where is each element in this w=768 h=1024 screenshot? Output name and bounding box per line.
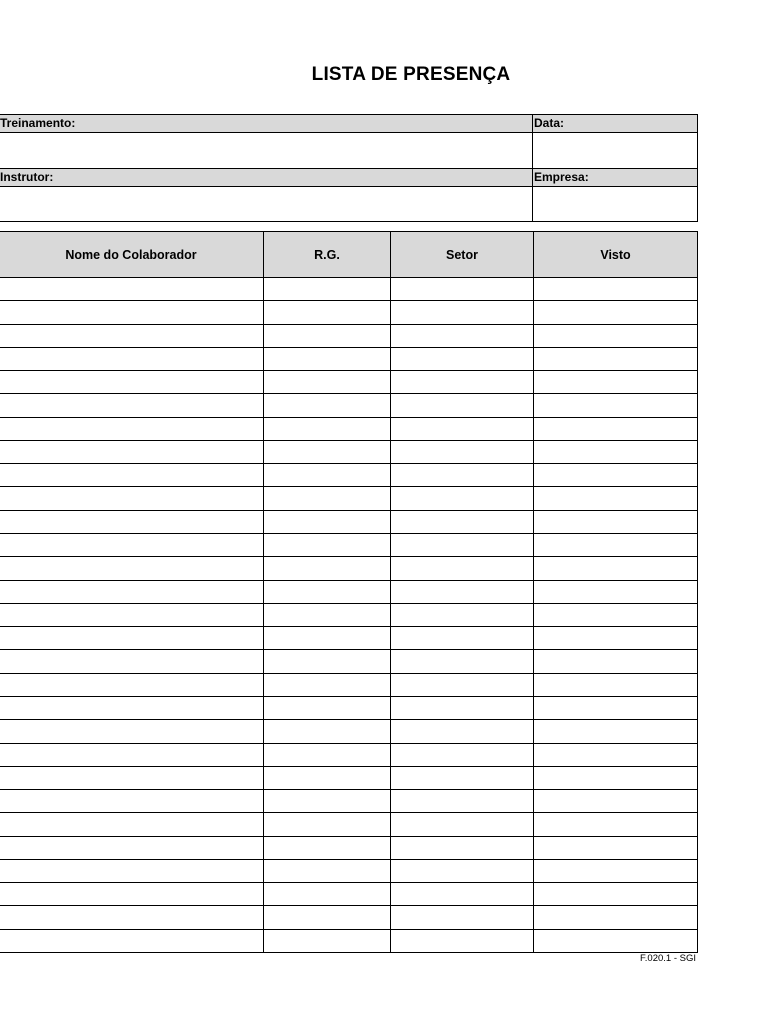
cell-nome[interactable] <box>0 463 264 487</box>
cell-nome[interactable] <box>0 300 264 325</box>
cell-rg[interactable] <box>263 789 391 813</box>
cell-visto[interactable] <box>533 743 698 767</box>
cell-visto[interactable] <box>533 929 698 953</box>
cell-rg[interactable] <box>263 417 391 441</box>
treinamento-label: Treinamento: <box>0 114 533 133</box>
cell-setor[interactable] <box>390 324 534 348</box>
cell-setor[interactable] <box>390 277 534 301</box>
cell-nome[interactable] <box>0 603 264 627</box>
cell-setor[interactable] <box>390 766 534 790</box>
document-title: LISTA DE PRESENÇA <box>311 64 511 85</box>
cell-visto[interactable] <box>533 277 698 301</box>
empresa-label: Empresa: <box>532 168 698 187</box>
cell-rg[interactable] <box>263 673 391 697</box>
cell-setor[interactable] <box>390 905 534 930</box>
cell-visto[interactable] <box>533 649 698 674</box>
cell-setor[interactable] <box>390 486 534 511</box>
cell-nome[interactable] <box>0 696 264 720</box>
cell-setor[interactable] <box>390 649 534 674</box>
column-header-nome: Nome do Colaborador <box>0 231 264 278</box>
cell-nome[interactable] <box>0 370 264 394</box>
cell-setor[interactable] <box>390 533 534 557</box>
column-header-visto: Visto <box>533 231 698 278</box>
cell-nome[interactable] <box>0 859 264 883</box>
cell-visto[interactable] <box>533 486 698 511</box>
cell-nome[interactable] <box>0 673 264 697</box>
cell-rg[interactable] <box>263 463 391 487</box>
cell-rg[interactable] <box>263 859 391 883</box>
cell-rg[interactable] <box>263 393 391 418</box>
cell-visto[interactable] <box>533 510 698 534</box>
cell-visto[interactable] <box>533 300 698 325</box>
cell-visto[interactable] <box>533 580 698 604</box>
cell-visto[interactable] <box>533 626 698 650</box>
cell-visto[interactable] <box>533 463 698 487</box>
cell-visto[interactable] <box>533 324 698 348</box>
column-header-rg: R.G. <box>263 231 391 278</box>
cell-nome[interactable] <box>0 789 264 813</box>
cell-rg[interactable] <box>263 905 391 930</box>
cell-setor[interactable] <box>390 812 534 837</box>
cell-rg[interactable] <box>263 929 391 953</box>
cell-setor[interactable] <box>390 440 534 464</box>
cell-rg[interactable] <box>263 347 391 371</box>
cell-rg[interactable] <box>263 626 391 650</box>
cell-nome[interactable] <box>0 882 264 906</box>
cell-visto[interactable] <box>533 440 698 464</box>
cell-visto[interactable] <box>533 766 698 790</box>
cell-nome[interactable] <box>0 812 264 837</box>
cell-setor[interactable] <box>390 463 534 487</box>
cell-nome[interactable] <box>0 324 264 348</box>
cell-setor[interactable] <box>390 673 534 697</box>
instrutor-field[interactable] <box>0 186 533 222</box>
cell-nome[interactable] <box>0 836 264 860</box>
cell-nome[interactable] <box>0 649 264 674</box>
cell-nome[interactable] <box>0 440 264 464</box>
cell-nome[interactable] <box>0 626 264 650</box>
cell-rg[interactable] <box>263 812 391 837</box>
data-label: Data: <box>532 114 698 133</box>
cell-setor[interactable] <box>390 882 534 906</box>
cell-nome[interactable] <box>0 510 264 534</box>
cell-nome[interactable] <box>0 743 264 767</box>
cell-setor[interactable] <box>390 929 534 953</box>
cell-visto[interactable] <box>533 347 698 371</box>
cell-visto[interactable] <box>533 789 698 813</box>
cell-visto[interactable] <box>533 719 698 744</box>
cell-rg[interactable] <box>263 580 391 604</box>
treinamento-field[interactable] <box>0 132 533 169</box>
cell-nome[interactable] <box>0 580 264 604</box>
cell-visto[interactable] <box>533 533 698 557</box>
cell-rg[interactable] <box>263 533 391 557</box>
cell-nome[interactable] <box>0 766 264 790</box>
empresa-field[interactable] <box>532 186 698 222</box>
cell-rg[interactable] <box>263 836 391 860</box>
cell-setor[interactable] <box>390 417 534 441</box>
data-field[interactable] <box>532 132 698 169</box>
form-code: F.020.1 - SGI <box>640 953 696 964</box>
cell-nome[interactable] <box>0 486 264 511</box>
cell-setor[interactable] <box>390 626 534 650</box>
cell-visto[interactable] <box>533 417 698 441</box>
cell-nome[interactable] <box>0 929 264 953</box>
cell-visto[interactable] <box>533 882 698 906</box>
cell-rg[interactable] <box>263 696 391 720</box>
cell-visto[interactable] <box>533 370 698 394</box>
cell-nome[interactable] <box>0 347 264 371</box>
cell-setor[interactable] <box>390 789 534 813</box>
cell-setor[interactable] <box>390 719 534 744</box>
cell-visto[interactable] <box>533 673 698 697</box>
cell-rg[interactable] <box>263 486 391 511</box>
cell-setor[interactable] <box>390 743 534 767</box>
cell-rg[interactable] <box>263 324 391 348</box>
cell-nome[interactable] <box>0 277 264 301</box>
cell-rg[interactable] <box>263 300 391 325</box>
cell-setor[interactable] <box>390 370 534 394</box>
cell-setor[interactable] <box>390 603 534 627</box>
cell-setor[interactable] <box>390 347 534 371</box>
cell-rg[interactable] <box>263 277 391 301</box>
cell-rg[interactable] <box>263 882 391 906</box>
cell-setor[interactable] <box>390 836 534 860</box>
cell-rg[interactable] <box>263 603 391 627</box>
cell-nome[interactable] <box>0 719 264 744</box>
cell-setor[interactable] <box>390 859 534 883</box>
cell-rg[interactable] <box>263 556 391 581</box>
cell-rg[interactable] <box>263 743 391 767</box>
cell-rg[interactable] <box>263 766 391 790</box>
cell-nome[interactable] <box>0 556 264 581</box>
cell-setor[interactable] <box>390 556 534 581</box>
cell-nome[interactable] <box>0 533 264 557</box>
cell-rg[interactable] <box>263 510 391 534</box>
cell-visto[interactable] <box>533 905 698 930</box>
column-header-setor: Setor <box>390 231 534 278</box>
cell-setor[interactable] <box>390 696 534 720</box>
cell-rg[interactable] <box>263 719 391 744</box>
cell-rg[interactable] <box>263 440 391 464</box>
cell-visto[interactable] <box>533 556 698 581</box>
cell-visto[interactable] <box>533 859 698 883</box>
cell-visto[interactable] <box>533 836 698 860</box>
cell-setor[interactable] <box>390 510 534 534</box>
instrutor-label: Instrutor: <box>0 168 533 187</box>
cell-visto[interactable] <box>533 603 698 627</box>
cell-rg[interactable] <box>263 649 391 674</box>
cell-visto[interactable] <box>533 696 698 720</box>
cell-visto[interactable] <box>533 393 698 418</box>
cell-nome[interactable] <box>0 905 264 930</box>
cell-nome[interactable] <box>0 417 264 441</box>
cell-setor[interactable] <box>390 393 534 418</box>
cell-visto[interactable] <box>533 812 698 837</box>
cell-nome[interactable] <box>0 393 264 418</box>
cell-setor[interactable] <box>390 300 534 325</box>
cell-setor[interactable] <box>390 580 534 604</box>
cell-rg[interactable] <box>263 370 391 394</box>
